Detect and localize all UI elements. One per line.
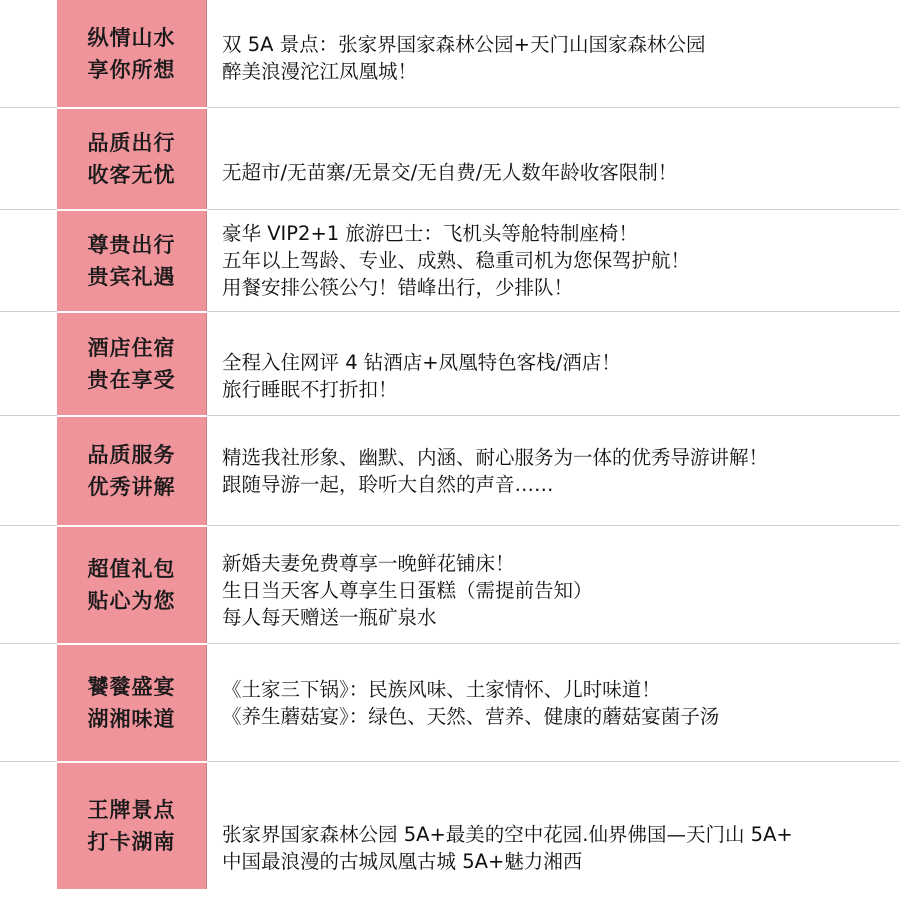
row-content-line: 用餐安排公筷公勺！错峰出行，少排队！ (222, 276, 574, 299)
row-label-line: 品质出行 (87, 130, 176, 155)
label-divider (57, 643, 207, 645)
row-label (57, 108, 207, 209)
row-label-line: 品质服务 (87, 442, 176, 467)
row-label-line: 湖湘味道 (87, 706, 176, 731)
table-row (0, 210, 900, 312)
row-label (57, 210, 207, 311)
label-divider (57, 525, 207, 527)
row-content-line: 每人每天赠送一瓶矿泉水 (222, 606, 437, 629)
label-divider (57, 209, 207, 211)
table-row (0, 0, 900, 108)
row-label-line: 饕餮盛宴 (87, 674, 176, 699)
row-content-line: 醉美浪漫沱江凤凰城！ (222, 59, 418, 83)
row-content (222, 0, 900, 111)
row-content (222, 210, 900, 321)
row-content-line: 《土家三下锅》：民族风味、土家情怀、儿时味道！ (222, 677, 661, 701)
table-row (0, 108, 900, 210)
row-content-line: 生日当天客人尊享生日蛋糕（需提前告知） (222, 579, 593, 602)
row-label (57, 0, 207, 107)
row-label-line: 贵宾礼遇 (87, 264, 176, 289)
row-label-line: 超值礼包 (87, 556, 176, 581)
label-divider (57, 107, 207, 109)
row-label-line: 打卡湖南 (87, 829, 176, 854)
row-label (57, 762, 207, 889)
row-label (57, 644, 207, 761)
row-content-line: 旅行睡眠不打折扣！ (222, 377, 398, 401)
row-label (57, 416, 207, 525)
label-divider (57, 311, 207, 313)
label-divider (57, 761, 207, 763)
row-content-line: 张家界国家森林公园 5A+最美的空中花园.仙界佛国—天门山 5A+ (222, 822, 793, 846)
row-content (222, 526, 900, 649)
row-content (222, 312, 900, 427)
row-content-line: 《养生蘑菇宴》：绿色、天然、营养、健康的蘑菇宴菌子汤 (222, 704, 720, 728)
table-row (0, 526, 900, 644)
label-divider (57, 415, 207, 417)
row-content-line: 双 5A 景点：张家界国家森林公园+天门山国家森林公园 (222, 32, 706, 56)
row-label-line: 享你所想 (87, 57, 176, 82)
row-content-line: 全程入住网评 4 钻酒店+凤凰特色客栈/酒店！ (222, 350, 621, 374)
table-row (0, 762, 900, 889)
row-label-line: 贵在享受 (87, 367, 176, 392)
row-label-line: 尊贵出行 (87, 232, 176, 257)
table-row (0, 644, 900, 762)
row-content-line: 豪华 VIP2+1 旅游巴士：飞机头等舱特制座椅！ (222, 222, 638, 245)
row-content (222, 108, 900, 223)
row-content-line: 无超市/无苗寨/无景交/无自费/无人数年龄收客限制！ (222, 161, 678, 184)
row-label-line: 优秀讲解 (87, 474, 176, 499)
row-label-line: 纵情山水 (87, 25, 176, 50)
table-row (0, 416, 900, 526)
row-content-line: 新婚夫妻免费尊享一晚鲜花铺床！ (222, 552, 515, 575)
row-label-line: 酒店住宿 (87, 335, 176, 360)
row-label (57, 526, 207, 643)
row-label-line: 收客无忧 (87, 162, 176, 187)
row-content-line: 跟随导游一起，聆听大自然的声音…… (222, 472, 554, 496)
row-content-line: 中国最浪漫的古城凤凰古城 5A+魅力湘西 (222, 849, 583, 873)
row-content-line: 五年以上驾龄、专业、成熟、稳重司机为您保驾护航！ (222, 249, 691, 272)
row-content-line: 精选我社形象、幽默、内涵、耐心服务为一体的优秀导游讲解！ (222, 445, 769, 469)
row-label (57, 312, 207, 415)
row-label-line: 王牌景点 (87, 797, 176, 822)
row-label-line: 贴心为您 (87, 588, 176, 613)
table-row (0, 312, 900, 416)
